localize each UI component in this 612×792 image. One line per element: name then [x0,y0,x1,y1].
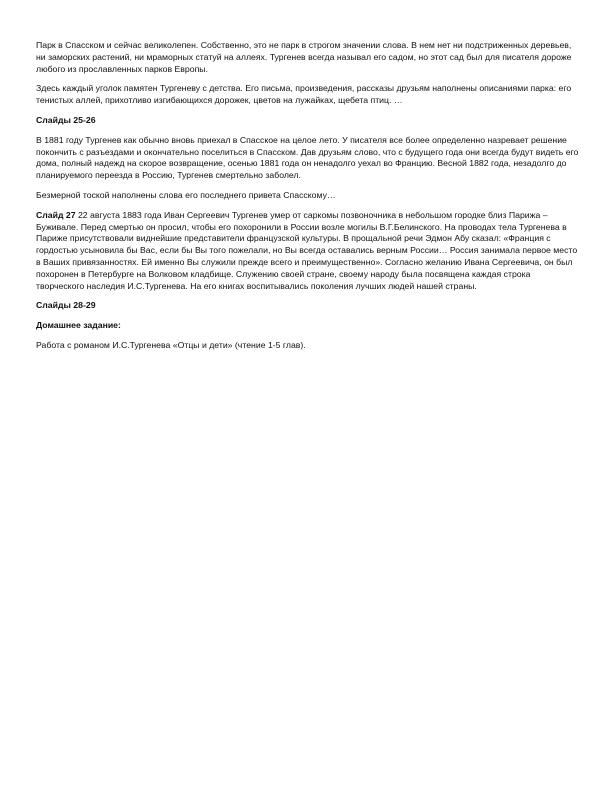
heading-homework: Домашнее задание: [36,320,121,331]
slide-27-label: Слайд 27 [36,209,76,220]
heading-slides-28-29: Слайды 28-29 [36,300,96,311]
paragraph-slide-27 [36,210,581,293]
heading-slides-25-26: Слайды 25-26 [36,114,96,125]
slide-27-text: 22 августа 1883 года Иван Сергеевич Тургенев умер от саркомы позвоночника в небольшом городке близ Парижа – Буживале. Перед смертью он просил, чтобы его похоронили в России возле могилы В.Г.Белинского. На проводах тела Тургенева в Париже присутствовали виднейшие представители французской культуры. В прощальной речи Эдмон Абу сказал: «Франция с гордостью усыновила бы Вас, если бы Вы того пожелали, но Вы всегда оставались верным России… Россия занимала первое место в Ваших привязанностях. Ей именно Вы служили прежде всего и преимущественно». Согласно желанию Ивана Сергеевича, он был похоронен в Петербурге на Волковом кладбище. Служению своей стране, своему народу была посвящена каждая строка творческого наследия И.С.Тургенева. На его книгах воспитывались поколения лучших людей нашей страны. [36,209,578,291]
paragraph-homework-task: Работа с романом И.С.Тургенева «Отцы и дети» (чтение 1-5 глав). [36,339,306,350]
paragraph-farewell: Безмерной тоской наполнены слова его последнего привета Спасскому… [36,189,336,200]
paragraph-childhood: Здесь каждый уголок памятен Тургеневу с детства. Его письма, произведения, рассказы друзьям наполнены описаниями парка: его тенистых аллей, прихотливо изгибающихся дорожек, цветов на лужайках, щебета птиц. … [36,83,572,106]
document-page [36,40,581,360]
paragraph-park: Парк в Спасском и сейчас великолепен. Собственно, это не парк в строгом значении слова. В нем нет ни подстриженных деревьев, ни заморских растений, ни мраморных статуй на аллеях. Тургенев всегда называл его садом, но этот сад был для писателя дороже любого из прославленных парков Европы. [36,40,572,74]
paragraph-1881: В 1881 году Тургенев как обычно вновь приехал в Спасское на целое лето. У писателя все более определенно назревает решение покончить с разъездами и окончательно поселиться в Спасском. Дав друзьям слово, что с будущего года они всегда будут видеть его дома, полный надежд на скорое возвращение, осенью 1881 года он ненадолго уехал во Францию. Весной 1882 года, незадолго до планируемого переезда в Россию, Тургенев смертельно заболел. [36,134,579,181]
